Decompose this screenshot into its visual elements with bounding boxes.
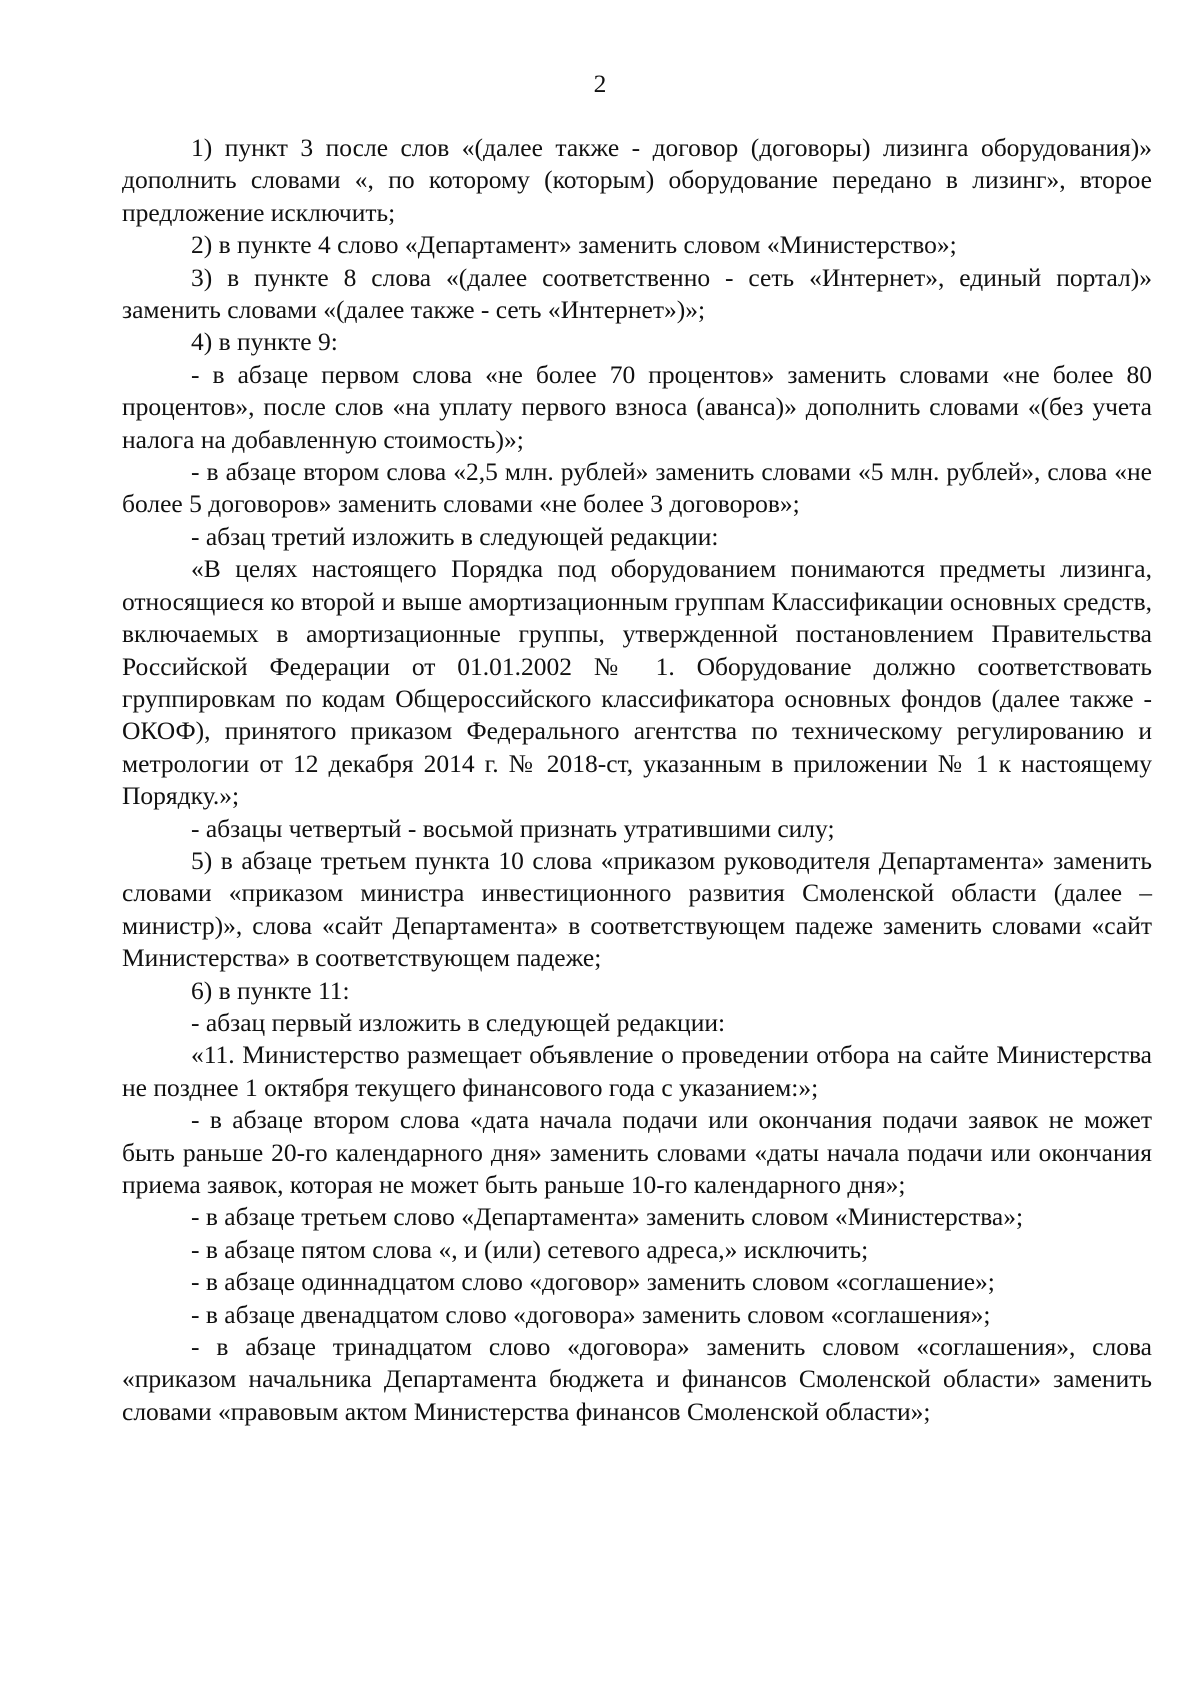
paragraph-item-4-subitem-2: - в абзаце втором слова «2,5 млн. рублей» заменить словами «5 млн. рублей», слова «не более 5 договоров» заменить словами «не более 3 договоров»; xyxy=(122,457,1152,519)
paragraph-item-6-subitem-7: - в абзаце тринадцатом слово «договора» заменить словом «соглашения», слова «приказом начальника Департамента бюджета и финансов Смоленской области» заменить словами «правовым актом Министерства финансов Смоленской области»; xyxy=(122,1332,1152,1426)
paragraph-item-3: 3) в пункте 8 слова «(далее соответственно - сеть «Интернет», единый портал)» заменить словами «(далее также - сеть «Интернет»)»; xyxy=(122,262,1152,325)
paragraph-item-4-subitem-3: - абзац третий изложить в следующей редакции: xyxy=(191,521,719,551)
paragraph-item-4: 4) в пункте 9: xyxy=(191,327,338,357)
quoted-new-wording-11: «11. Министерство размещает объявление о проведении отбора на сайте Министерства не позднее 1 октября текущего финансового года с указанием:»; xyxy=(122,1040,1152,1102)
paragraph-item-5: 5) в абзаце третьем пункта 10 слова «приказом руководителя Департамента» заменить словами «приказом министра инвестиционного развития Смоленской области (далее – министр)», слова «сайт Департамента» в соответствующем падеже заменить словами «сайт Министерства» в соответствующем падеже; xyxy=(122,845,1152,973)
page-number: 2 xyxy=(593,69,607,98)
paragraph-item-1: 1) пункт 3 после слов «(далее также - договор (договоры) лизинга оборудования)» дополнить словами «, по которому (которым) оборудование передано в лизинг», второе предложение исключить; xyxy=(122,133,1152,227)
paragraph-item-6-subitem-2: - в абзаце втором слова «дата начала подачи или окончания подачи заявок не может быть раньше 20-го календарного дня» заменить словами «даты начала подачи или окончания приема заявок, которая не может быть раньше 10-го календарного дня»; xyxy=(122,1105,1152,1199)
document-body xyxy=(122,132,1152,1428)
paragraph-item-4-subitem-1: - в абзаце первом слова «не более 70 процентов» заменить словами «не более 80 процентов», после слов «на уплату первого взноса (аванса)» дополнить словами «(без учета налога на добавленную стоимость)»; xyxy=(122,359,1152,454)
paragraph-item-6-subitem-5: - в абзаце одиннадцатом слово «договор» заменить словом «соглашение»; xyxy=(191,1267,995,1297)
quoted-new-wording: «В целях настоящего Порядка под оборудованием понимаются предметы лизинга, относящиеся ко второй и выше амортизационным группам Классификации основных средств, включаемых в амортизационные группы, утвержденной постановлением Правительства Российской Федерации от 01.01.2002 № 1. Оборудование должно соответствовать группировкам по кодам Общероссийского классификатора основных фондов (далее также - ОКОФ), принятого приказом Федерального агентства по техническому регулированию и метрологии от 12 декабря 2014 г. № 2018-ст, указанным в приложении № 1 к настоящему Порядку.»; xyxy=(122,554,1152,811)
paragraph-item-6-subitem-1: - абзац первый изложить в следующей редакции: xyxy=(191,1007,726,1037)
paragraph-item-2: 2) в пункте 4 слово «Департамент» заменить словом «Министерство»; xyxy=(191,230,957,260)
paragraph-item-6: 6) в пункте 11: xyxy=(191,975,350,1005)
paragraph-item-6-subitem-3: - в абзаце третьем слово «Департамента» заменить словом «Министерства»; xyxy=(191,1202,1024,1232)
paragraph-item-4-subitem-4: - абзацы четвертый - восьмой признать утратившими силу; xyxy=(191,813,835,843)
paragraph-item-6-subitem-6: - в абзаце двенадцатом слово «договора» заменить словом «соглашения»; xyxy=(191,1299,991,1329)
paragraph-item-6-subitem-4: - в абзаце пятом слова «, и (или) сетевого адреса,» исключить; xyxy=(191,1234,869,1264)
